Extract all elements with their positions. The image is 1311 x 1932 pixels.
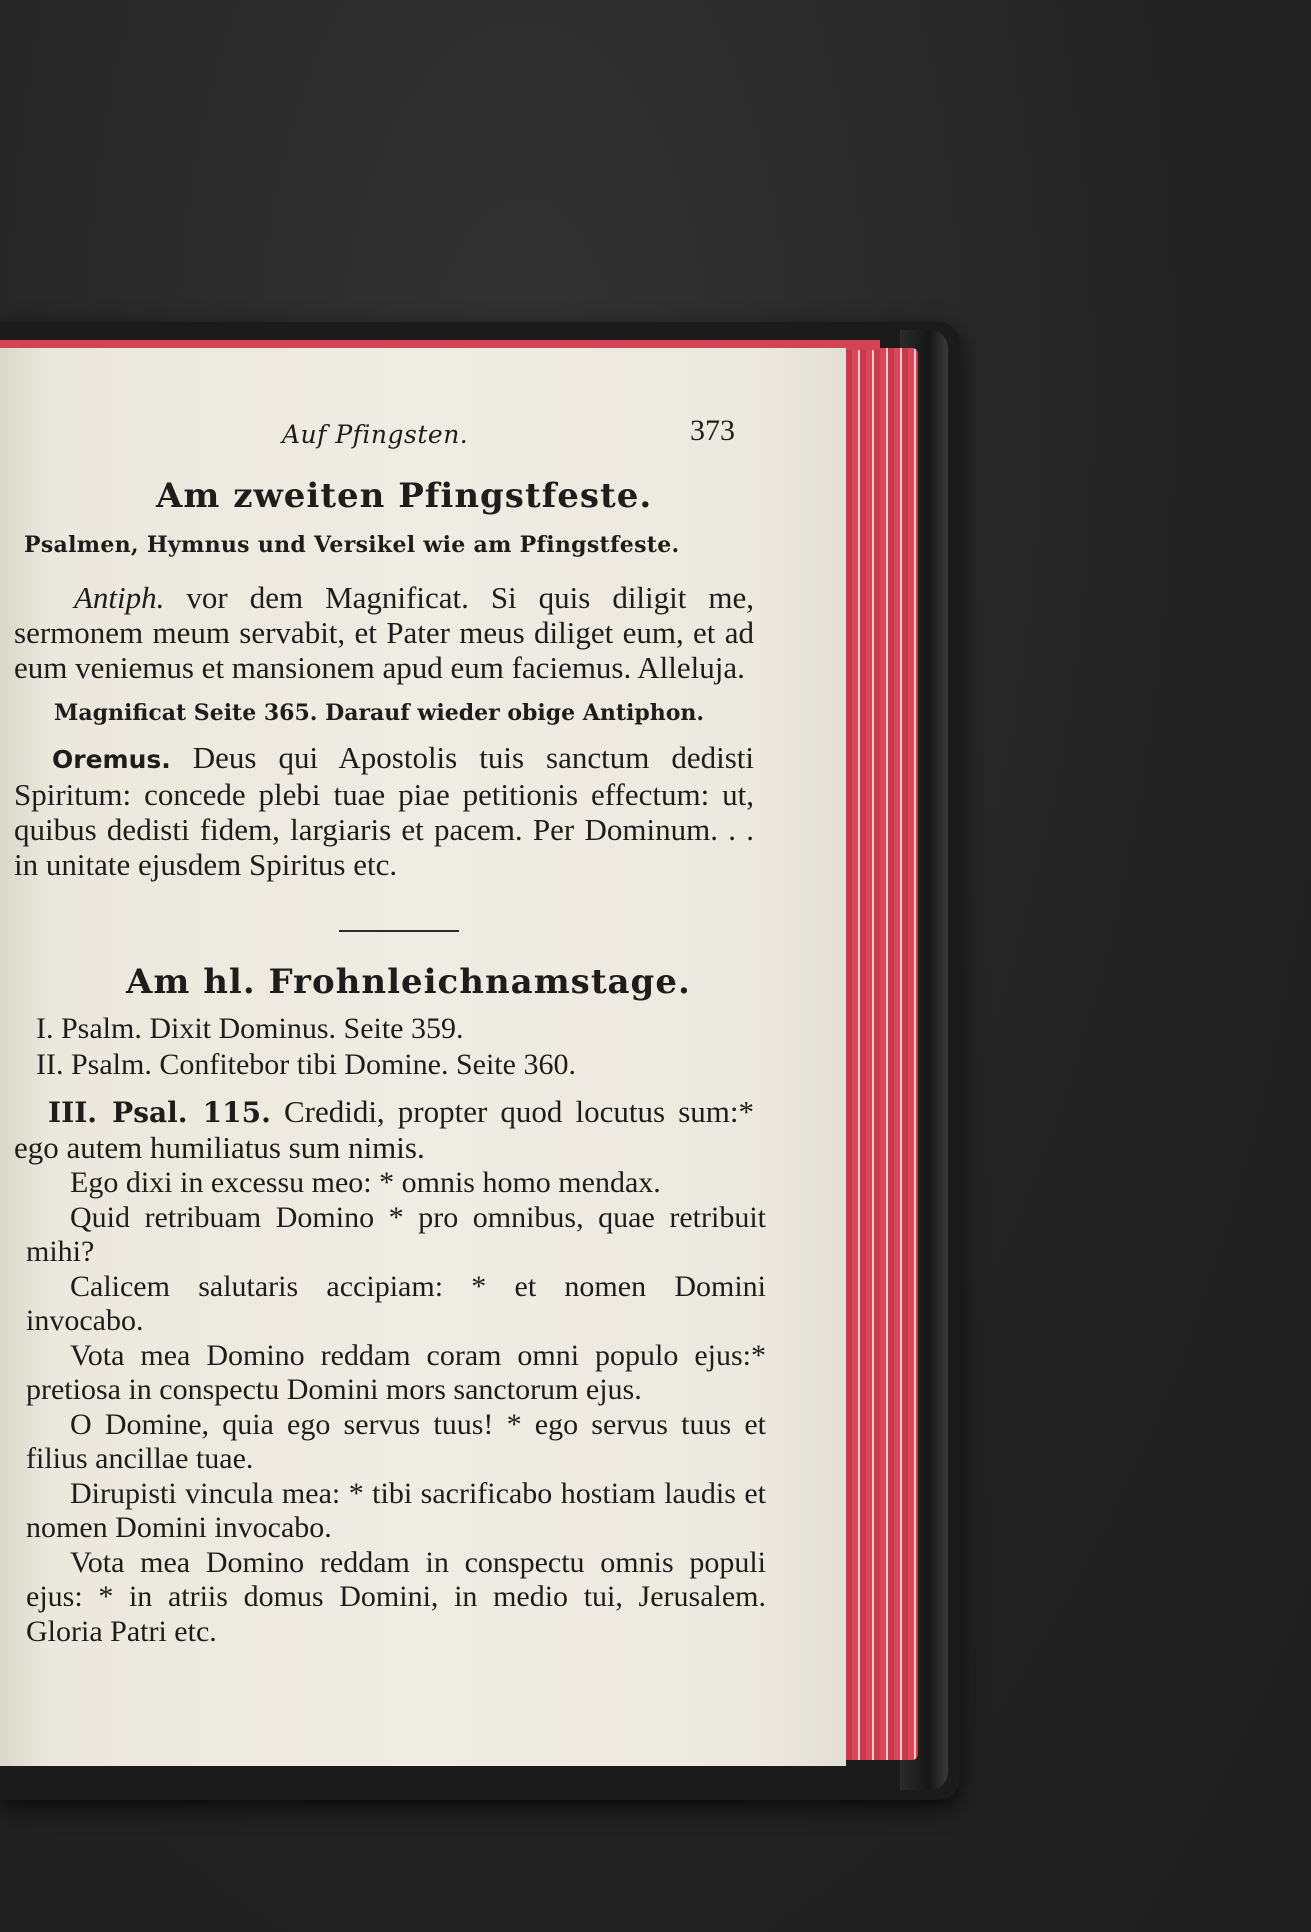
verse: Ego dixi in excessu meo: * omnis homo mendax. (70, 1166, 661, 1199)
antiphon-label: Antiph. (74, 580, 165, 615)
running-head: Auf Pfingsten. (282, 420, 469, 449)
oremus-label: Oremus. (52, 745, 171, 774)
section-divider (339, 930, 459, 932)
oremus-paragraph (14, 740, 754, 882)
psalm-3-opening (14, 1094, 754, 1165)
page-content (14, 348, 766, 1766)
verse: Dirupisti vincula mea: * tibi sacrificabo hostiam laudis et nomen Domini invocabo. (26, 1476, 766, 1544)
section-heading-pentecost-monday: Am zweiten Pfingstfeste. (156, 476, 653, 516)
psalm-3-first-verse: Credidi, propter quod locutus sum:* ego autem humiliatus sum nimis. (14, 1094, 755, 1165)
antiphon-paragraph (14, 580, 754, 685)
psalm-3-verses (26, 1166, 766, 1649)
psalm-2-reference: II. Psalm. Confitebor tibi Domine. Seite 360. (36, 1048, 576, 1081)
page-number: 373 (690, 414, 735, 447)
section-heading-corpus-christi: Am hl. Frohnleichnamstage. (126, 962, 691, 1002)
book-page (0, 348, 846, 1766)
magnificat-rubric: Magnificat Seite 365. Darauf wieder obige Antiphon. (54, 700, 705, 726)
antiphon-text: vor dem Magnificat. Si quis diligit me, sermonem meum servabit, et Pater meus diliget eum, et ad eum veniemus et mansionem apud eum faciemus. Alleluja. (14, 580, 754, 685)
psalm-3-label: III. Psal. 115. (48, 1096, 271, 1129)
oremus-text: Deus qui Apostolis tuis sanctum dedisti Spiritum: concede plebi tuae piae petitionis effectum: ut, quibus dedisti fidem, largiaris et pacem. Per Dominum. . . in unitate ejusdem Spiritus etc. (14, 740, 754, 882)
section-subhead: Psalmen, Hymnus und Versikel wie am Pfingstfeste. (24, 532, 680, 558)
verse: Vota mea Domino reddam coram omni populo ejus:* pretiosa in conspectu Domini mors sanctorum ejus. (26, 1338, 766, 1406)
verse: Quid retribuam Domino * pro omnibus, quae retribuit mihi? (26, 1200, 766, 1268)
verse: Calicem salutaris accipiam: * et nomen Domini invocabo. (26, 1269, 766, 1337)
red-page-edges (838, 348, 918, 1760)
verse: Vota mea Domino reddam in conspectu omnis populi ejus: * in atriis domus Domini, in medio tui, Jerusalem. Gloria Patri etc. (26, 1545, 766, 1648)
verse: O Domine, quia ego servus tuus! * ego servus tuus et filius ancillae tuae. (26, 1407, 766, 1475)
psalm-1-reference: I. Psalm. Dixit Dominus. Seite 359. (36, 1012, 464, 1045)
